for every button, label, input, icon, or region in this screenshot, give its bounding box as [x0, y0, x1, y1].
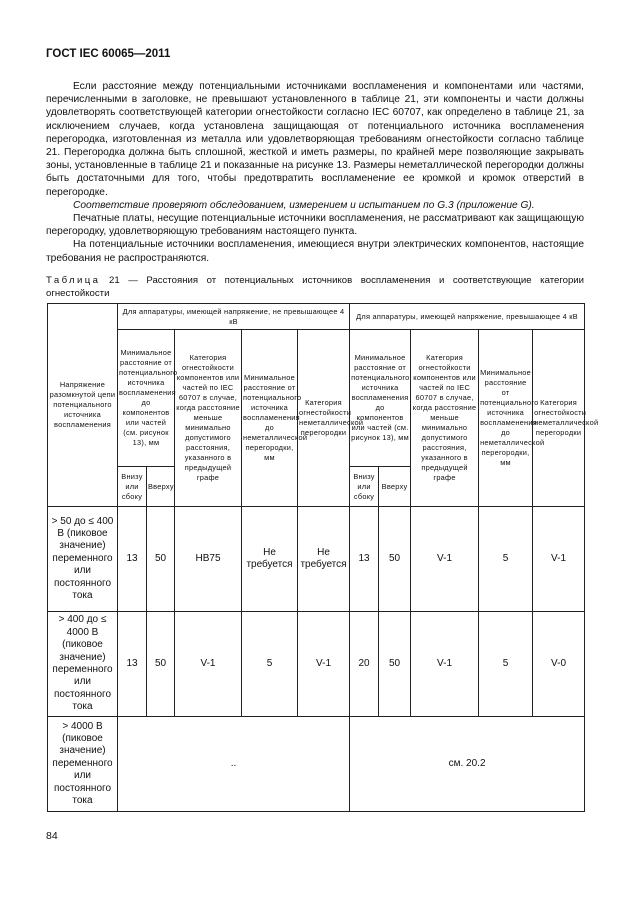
subheader-below-side: Внизу или сбоку — [118, 467, 147, 507]
header-barrier-category: Категория огнестойкости неметаллической перегородки — [298, 330, 350, 507]
header-min-barrier-distance: Минимальное расстояние от потенциального источника воспламенения до неметаллической перегородки, мм — [479, 330, 533, 507]
distances-table — [47, 303, 599, 812]
table-cell: 5 — [479, 507, 533, 612]
document-header: ГОСТ IEC 60065—2011 — [46, 48, 171, 60]
header-min-barrier-distance: Минимальное расстояние от потенциального источника воспламенения до неметаллической перегородки, мм — [242, 330, 298, 507]
table-caption-text: 21 — Расстояния от потенциальных источников воспламенения и соответствующие категории огнестойкости — [46, 275, 584, 299]
table-cell: 50 — [147, 612, 175, 717]
table-cell: 13 — [118, 507, 147, 612]
row-voltage-label: > 4000 В (пиковое значение) переменного или постоянного тока — [48, 717, 118, 812]
subheader-above: Вверху — [379, 467, 411, 507]
paragraph-barrier-requirements: Если расстояние между потенциальными источниками воспламенения и компонентами или частями, перечисленными в заголовке, не превышают установленного в таблице 21, эти компоненты и части должны удовлетворять соответствующей категории огнестойкости согласно IEC 60707, как определено в таблице 21, за исключением случаев, когда установлена защищающая от потенциального источника воспламенения перегородка, изготовленная из металла или удовлетворяющая требованиям огнестойкости согласно таблице 21. Перегородка должна быть сплошной, жесткой и иметь размеры, по крайней мере позволяющие закрывать зоны, установленные в таблице 21 и показанные на рисунке 13. Размеры неметаллической перегородки должны быть достаточными для того, чтобы предотвратить воспламенение ее кромкой и кромок отверстий в перегородке. — [46, 81, 584, 198]
table-cell: 50 — [379, 612, 411, 717]
table-cell: V-1 — [175, 612, 242, 717]
table-cell: 13 — [118, 612, 147, 717]
table-cell-merged: см. 20.2 — [350, 717, 585, 812]
header-fire-category: Категория огнестойкости компонентов или частей по IEC 60707 в случае, когда расстояние меньше минимально допустимого расстояния, указанного в предыдущей графе — [175, 330, 242, 507]
paragraph-internal-sources: На потенциальные источники воспламенения, имеющиеся внутри электрических компонентов, настоящие требования не распространяются. — [46, 239, 584, 264]
header-min-distance: Минимальное расстояние от потенциального источника воспламенения до компонентов или частей (см. рисунок 13), мм — [350, 330, 411, 467]
header-group-up-to-4kv: Для аппаратуры, имеющей напряжение, не превышающее 4 кВ — [118, 304, 350, 330]
table-cell-merged: .. — [118, 717, 350, 812]
table-cell: V-1 — [411, 507, 479, 612]
table-cell: 20 — [350, 612, 379, 717]
row-voltage-label: > 50 до ≤ 400 В (пиковое значение) переменного или постоянного тока — [48, 507, 118, 612]
subheader-above: Вверху — [147, 467, 175, 507]
table-row — [48, 507, 585, 612]
subheader-below-side: Внизу или сбоку — [350, 467, 379, 507]
table-cell: 5 — [242, 612, 298, 717]
table-cell: V-1 — [533, 507, 585, 612]
header-barrier-category: Категория огнестойкости неметаллической перегородки — [533, 330, 585, 507]
table-cell: HB75 — [175, 507, 242, 612]
paragraph-printed-boards: Печатные платы, несущие потенциальные источники воспламенения, не рассматривают как защищающую перегородку, удовлетворяющую требованиям настоящего пункта. — [46, 213, 584, 238]
table-row — [48, 612, 585, 717]
table-cell: V-0 — [533, 612, 585, 717]
table-cell: V-1 — [411, 612, 479, 717]
table-caption-label: Таблица — [46, 275, 101, 286]
table-cell: Не требуется — [242, 507, 298, 612]
body-text — [46, 80, 584, 265]
row-voltage-label: > 400 до ≤ 4000 В (пиковое значение) переменного или постоянного тока — [48, 612, 118, 717]
table-row — [48, 717, 585, 812]
header-group-over-4kv: Для аппаратуры, имеющей напряжение, превышающее 4 кВ — [350, 304, 585, 330]
table-cell: 50 — [379, 507, 411, 612]
table-cell: Не требуется — [298, 507, 350, 612]
table-cell: V-1 — [298, 612, 350, 717]
table-caption — [46, 275, 584, 300]
table-cell: 50 — [147, 507, 175, 612]
paragraph-compliance: Соответствие проверяют обследованием, измерением и испытанием по G.3 (приложение G). — [73, 199, 535, 211]
header-fire-category: Категория огнестойкости компонентов или частей по IEC 60707 в случае, когда расстояние меньше минимально допустимого расстояния, указанного в предыдущей графе — [411, 330, 479, 507]
table-cell: 5 — [479, 612, 533, 717]
header-voltage: Напряжение разомкнутой цепи потенциального источника воспламенения — [48, 304, 118, 507]
page-number: 84 — [46, 830, 58, 842]
table-cell: 13 — [350, 507, 379, 612]
header-min-distance: Минимальное расстояние от потенциального источника воспламенения до компонентов или частей (см. рисунок 13), мм — [118, 330, 175, 467]
